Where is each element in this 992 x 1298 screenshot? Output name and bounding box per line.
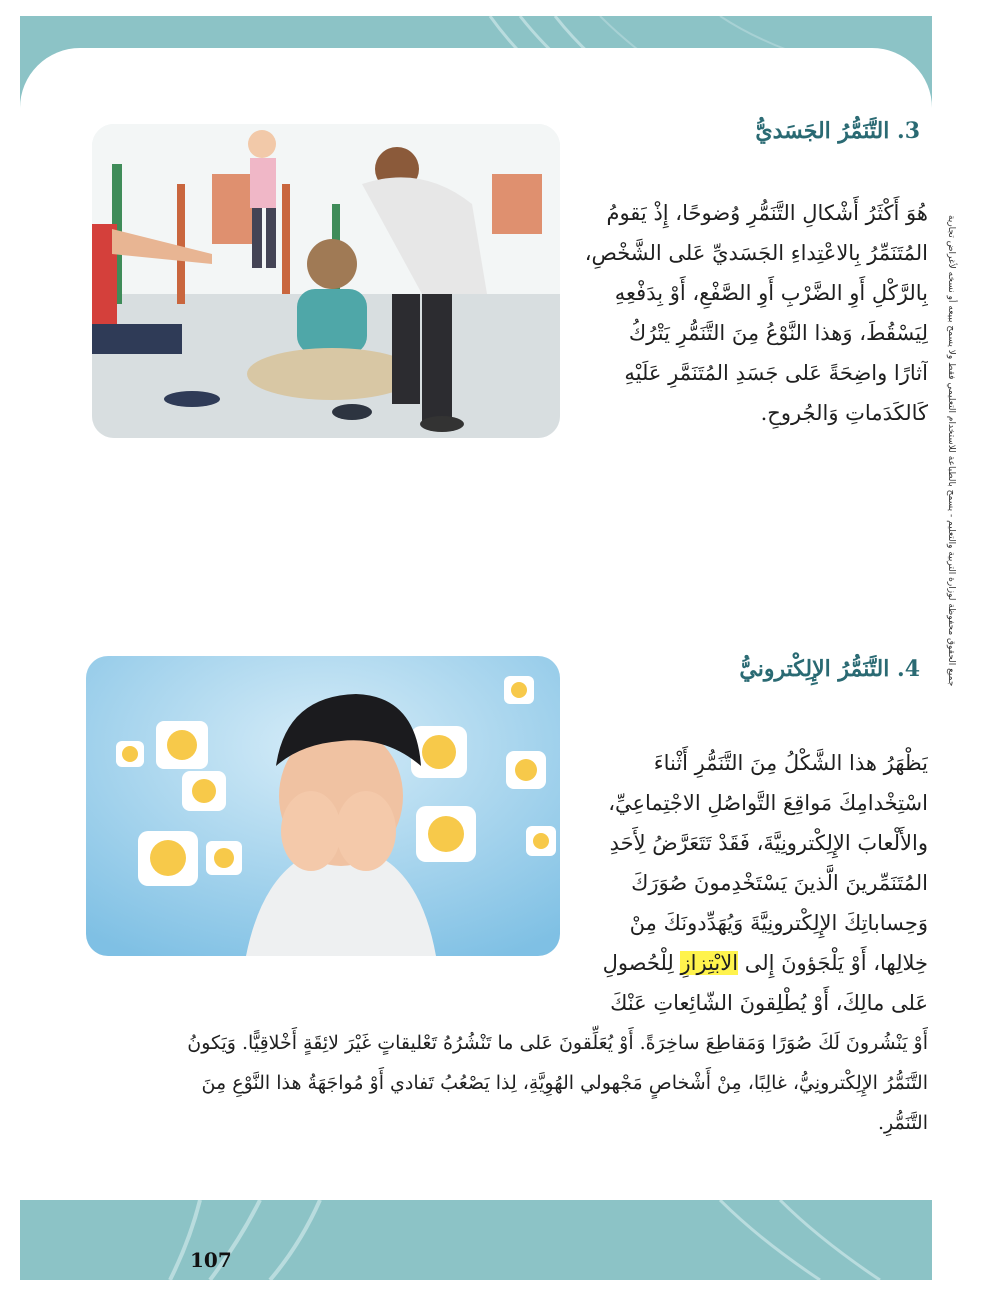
physical-line-1: هُوَ أَكْثَرُ أَشْكالِ التَّنَمُّرِ وُضوحًا، إِذْ يَقومُ: [606, 201, 928, 225]
cyber-wide-line-2: التَّنَمُّرُ الإِلِكْترونِيُّ، غالِبًا، مِنْ أَشْخاصٍ مَجْهولي الهُوِيَّةِ، لِذا يَصْعُبُ تَفادي أَوْ مُواجَهَةُ هذا النَّوْعِ مِنَ: [201, 1072, 928, 1094]
cyber-line-7: عَلى مالِكَ، أَوْ يُطْلِقونَ الشّائِعاتِ عَنْكَ: [610, 991, 928, 1015]
cyber-line-6-end: لِلْحُصولِ: [602, 951, 681, 975]
cyber-line-4: المُتَنَمِّرينَ الَّذينَ يَسْتَخْدِمونَ صُوَرَكَ: [631, 871, 928, 895]
cyber-bullying-wide-paragraph: [96, 1023, 928, 1143]
cyber-bullying-heading: 4. التَّنَمُّرُ الإِلِكْترونيُّ: [739, 656, 920, 682]
physical-line-4: لِيَسْقُطَ، وَهذا النَّوْعُ مِنَ التَّنَمُّرِ يَتْرُكُ: [628, 321, 928, 345]
bottom-decorative-band: [20, 1200, 972, 1280]
physical-line-3: بِالرَّكْلِ أَوِ الضَّرْبِ أَوِ الصَّفْعِ، أَوْ بِدَفْعِهِ: [614, 281, 928, 305]
cyber-line-5: وَحِساباتِكَ الإِلِكْترونِيَّةَ وَيُهَدِّدونَكَ مِنْ: [629, 911, 928, 935]
cyber-line-2: اسْتِخْدامِكَ مَواقِعَ التَّواصُلِ الاجْتِماعِيِّ،: [608, 791, 928, 815]
physical-line-5: آثارًا واضِحَةً عَلى جَسَدِ المُتَنَمَّرِ عَلَيْهِ: [624, 361, 928, 385]
physical-line-2: المُتَنَمِّرُ بِالاعْتِداءِ الجَسَديِّ عَلى الشَّخْصِ،: [584, 241, 928, 265]
highlighted-term: الابْتِزازِ: [680, 951, 739, 975]
cyber-line-3: والأَلْعابَ الإِلِكْترونِيَّةَ، فَقَدْ تَتَعَرَّضُ لِأَحَدِ: [609, 831, 928, 855]
cyber-bullying-photo: [86, 656, 560, 956]
page-number: 107: [190, 1248, 232, 1272]
copyright-side-note: جميع الحقوق محفوظة لوزارة التربية والتعليم - يسمح بالطباعة للاستخدام التعليمي فقط ولا يسمح ببيعه أو نسخه لأغراض تجارية: [946, 215, 956, 687]
cyber-line-6-start: خِلالِها، أَوْ يَلْجَؤونَ إِلى: [738, 951, 928, 975]
cyber-line-6: [568, 943, 928, 983]
physical-line-6: كَالكَدَماتِ وَالجُروحِ.: [760, 401, 928, 425]
cyber-wide-line-1: أَوْ يَنْشُرونَ لَكَ صُوَرًا وَمَقاطِعَ ساخِرَةً. أَوْ يُعَلِّقونَ عَلى ما تَنْشُرُهُ تَعْليقاتٍ غَيْرَ لائِقَةٍ أَخْلاقِيًّا. وَيَكونُ: [187, 1032, 928, 1054]
cyber-wide-line-3: التَّنَمُّرِ.: [877, 1112, 928, 1134]
cyber-line-1: يَظْهَرُ هذا الشَّكْلُ مِنَ التَّنَمُّرِ أَثْناءَ: [653, 751, 928, 775]
physical-bullying-photo: [92, 124, 560, 438]
physical-bullying-heading: 3. التَّنَمُّرُ الجَسَديُّ: [755, 118, 920, 144]
physical-bullying-paragraph: [568, 193, 928, 433]
cyber-bullying-paragraph: [568, 743, 928, 1023]
